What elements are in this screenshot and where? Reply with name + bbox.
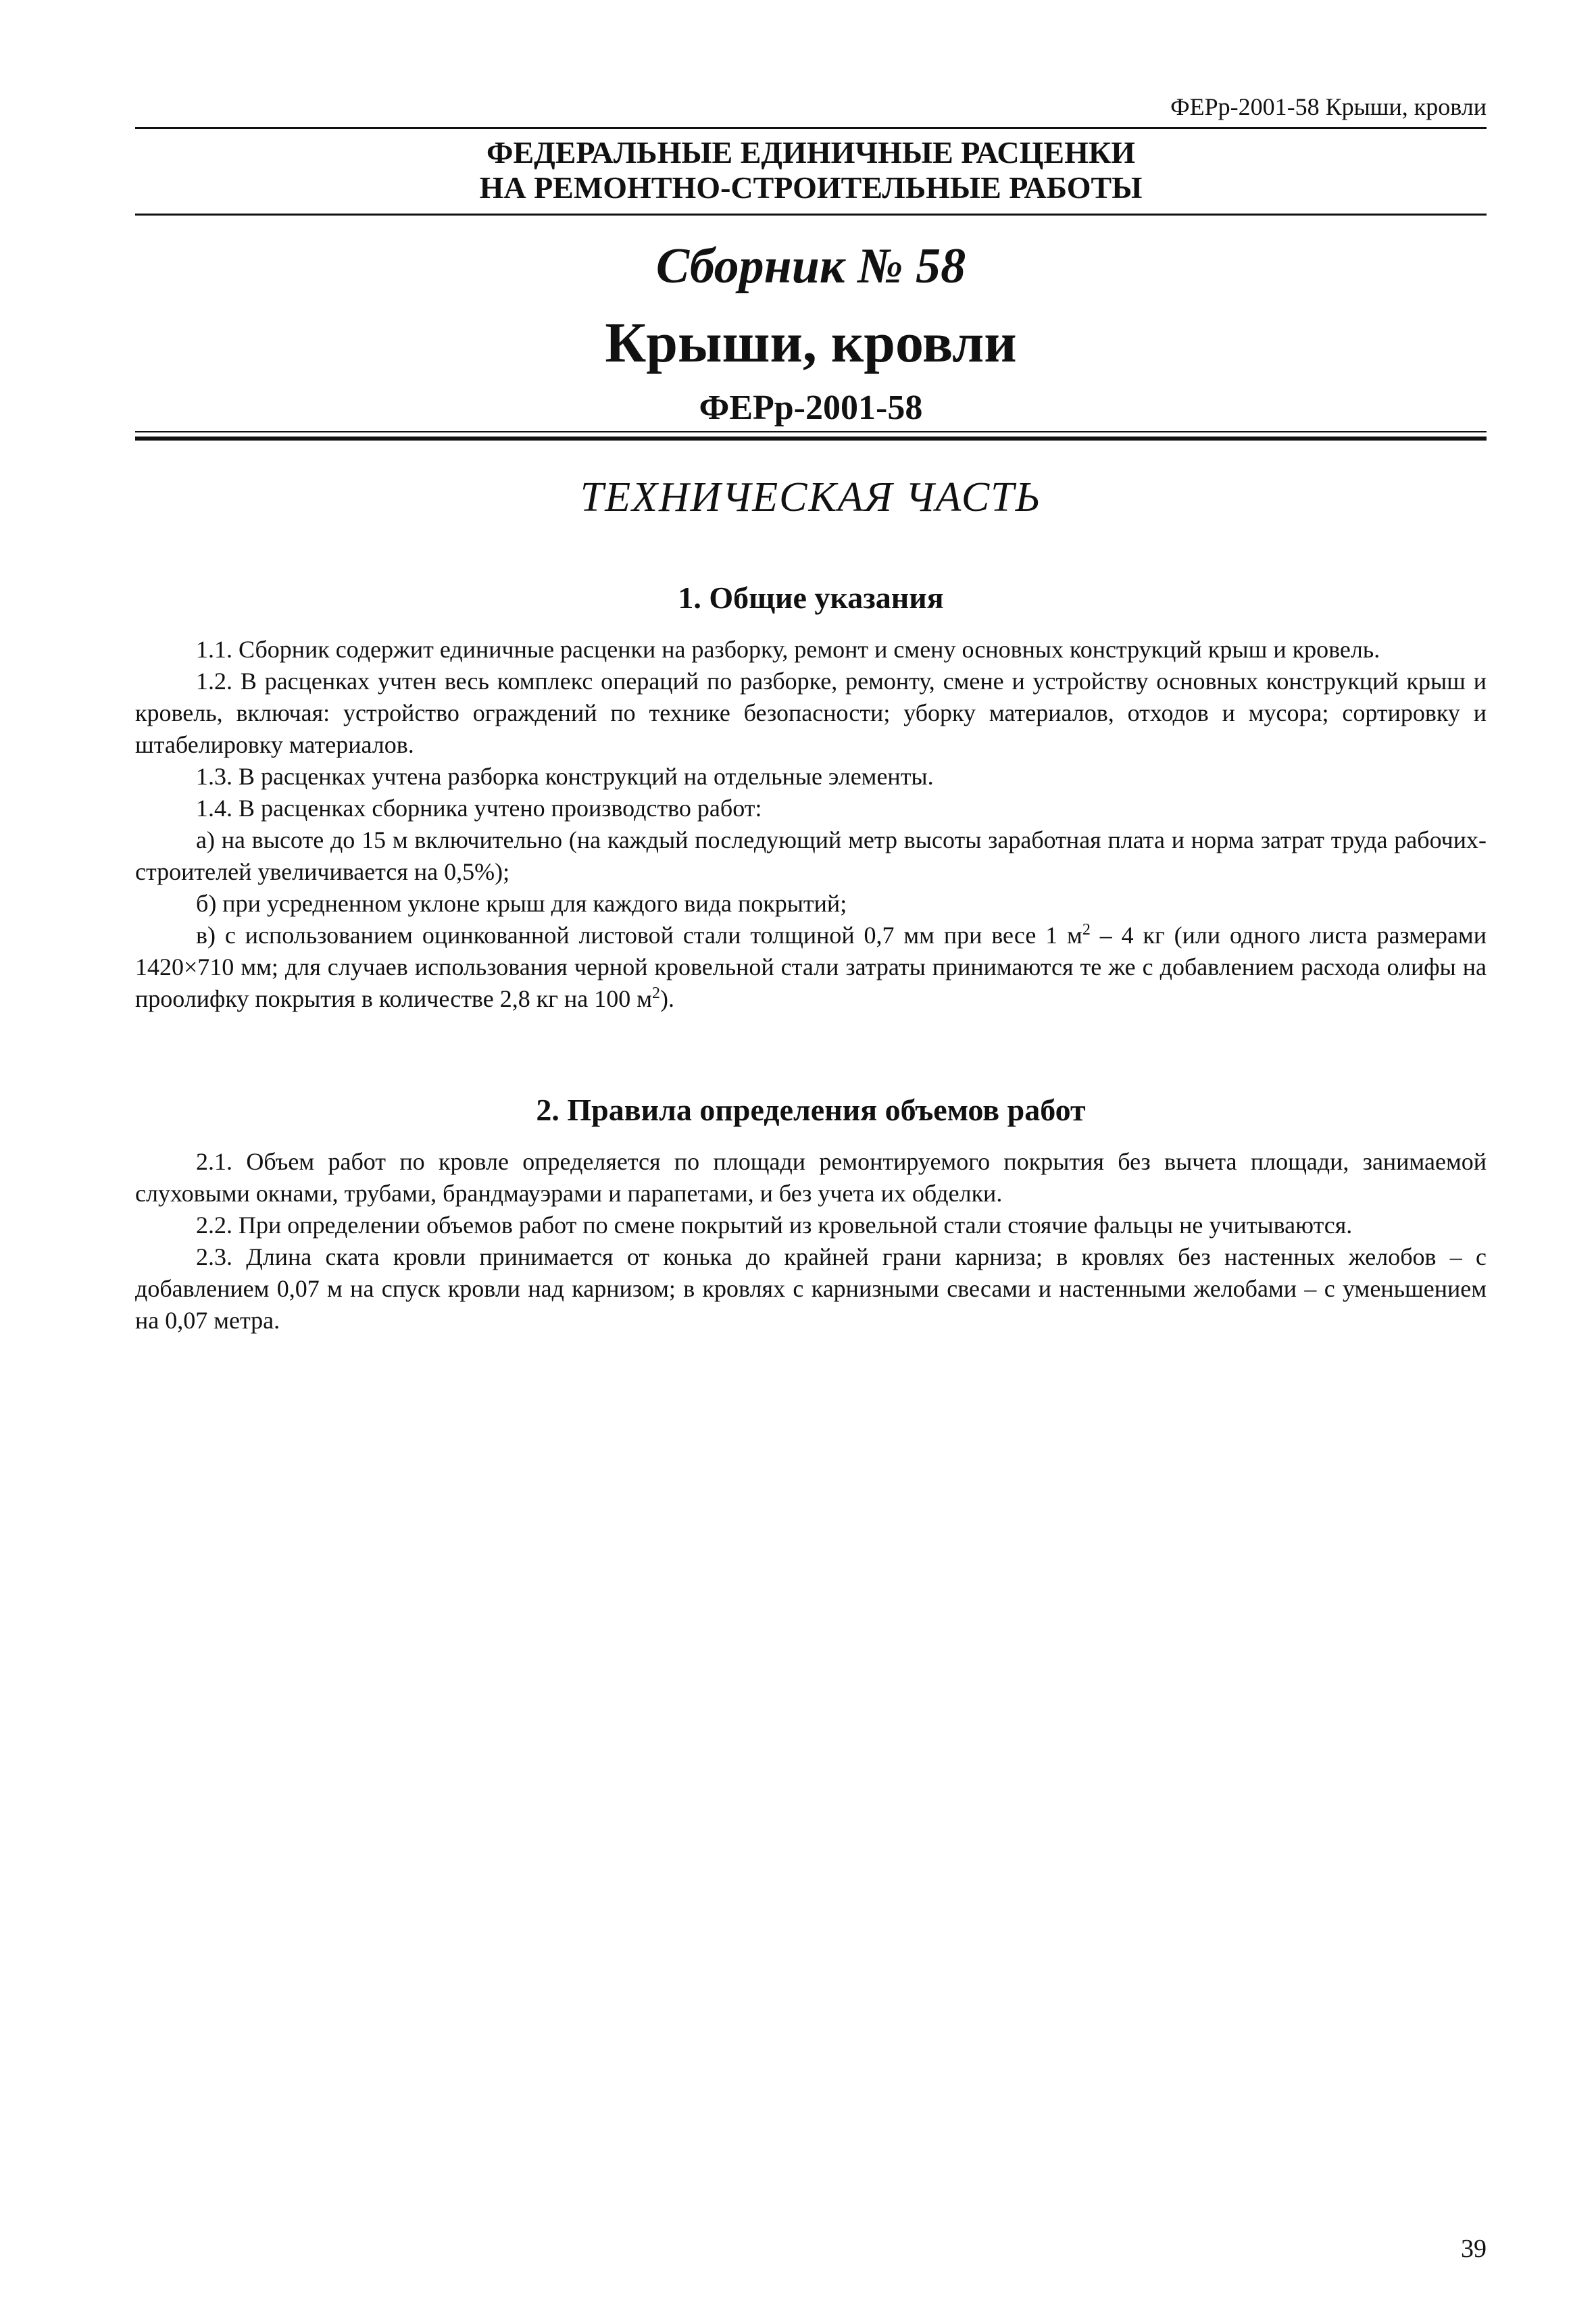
document-code: ФЕРр-2001-58 — [699, 389, 923, 427]
paragraph-2-1: 2.1. Объем работ по кровле определяется по площади ремонтируемого покрытия без вычета площади, занимаемой слуховыми окнами, трубами, брандмауэрами и парапетами, и без учета их обделки. — [135, 1148, 1487, 1207]
code-rule-thin — [135, 431, 1487, 432]
federal-title-line-2: НА РЕМОНТНО-СТРОИТЕЛЬНЫЕ РАБОТЫ — [479, 170, 1143, 205]
section-1-heading: 1. Общие указания — [678, 580, 944, 615]
title-rule — [135, 214, 1487, 216]
paragraph-1-3: 1.3. В расценках учтена разборка конструкций на отдельные элементы. — [196, 763, 934, 790]
section-2-body — [135, 1146, 1487, 1337]
paragraph-2-2: 2.2. При определении объемов работ по смене покрытий из кровельной стали стоячие фальцы не учитываются. — [196, 1212, 1353, 1239]
main-title: Крыши, кровли — [605, 312, 1017, 374]
section-2-heading: 2. Правила определения объемов работ — [536, 1093, 1086, 1127]
technical-part-title: ТЕХНИЧЕСКАЯ ЧАСТЬ — [580, 474, 1042, 520]
paragraph-1-1: 1.1. Сборник содержит единичные расценки на разборку, ремонт и смену основных конструкций крыш и кровель. — [196, 636, 1380, 663]
collection-title: Сборник № 58 — [655, 239, 966, 294]
section-general-instructions — [135, 580, 1487, 1015]
list-item-c-text-3: ). — [659, 985, 674, 1012]
paragraph-2-3: 2.3. Длина ската кровли принимается от конька до крайней грани карниза; в кровлях без настенных желобов – с добавлением 0,07 м на спуск кровли над карнизом; в кровлях с карнизными свесами и настенными желобами – с уменьшением на 0,07 метра. — [135, 1243, 1487, 1334]
paragraph-1-2: 1.2. В расценках учтен весь комплекс операций по разборке, ремонту, смене и устройству основных конструкций крыш и кровель, включая: устройство ограждений по технике безопасности; уборку материалов, отходов и мусора; сортировку и штабелировку материалов. — [135, 668, 1487, 758]
running-header: ФЕРр-2001-58 Крыши, кровли — [1170, 93, 1487, 120]
header-rule — [135, 127, 1487, 129]
superscript-2: 2 — [651, 985, 660, 1002]
list-item-c — [135, 920, 1487, 1015]
list-item-a: а) на высоте до 15 м включительно (на каждый последующий метр высоты заработная плата и норма затрат труда рабочих-строителей увеличивается на 0,5%); — [135, 826, 1487, 885]
code-rule-thick — [135, 437, 1487, 441]
list-item-c-text-2: – 4 кг (или одного листа размерами 1420×710 мм; для случаев использования черной кровельной стали затраты принимаются те же с добавлением расхода олифы на проолифку покрытия в количестве 2,8 кг на 100 м — [135, 922, 1487, 1012]
paragraph-1-4: 1.4. В расценках сборника учтено производство работ: — [196, 795, 762, 822]
section-volume-rules — [135, 1092, 1487, 1337]
federal-title-line-1: ФЕДЕРАЛЬНЫЕ ЕДИНИЧНЫЕ РАСЦЕНКИ — [486, 135, 1136, 170]
list-item-c-text-1: в) с использованием оцинкованной листовой стали толщиной 0,7 мм при весе 1 м — [196, 922, 1082, 949]
federal-title — [135, 135, 1487, 205]
section-1-body — [135, 634, 1487, 1015]
page-number: 39 — [1461, 2235, 1487, 2263]
list-item-b: б) при усредненном уклоне крыш для каждого вида покрытий; — [196, 890, 847, 917]
superscript-2: 2 — [1082, 921, 1091, 939]
